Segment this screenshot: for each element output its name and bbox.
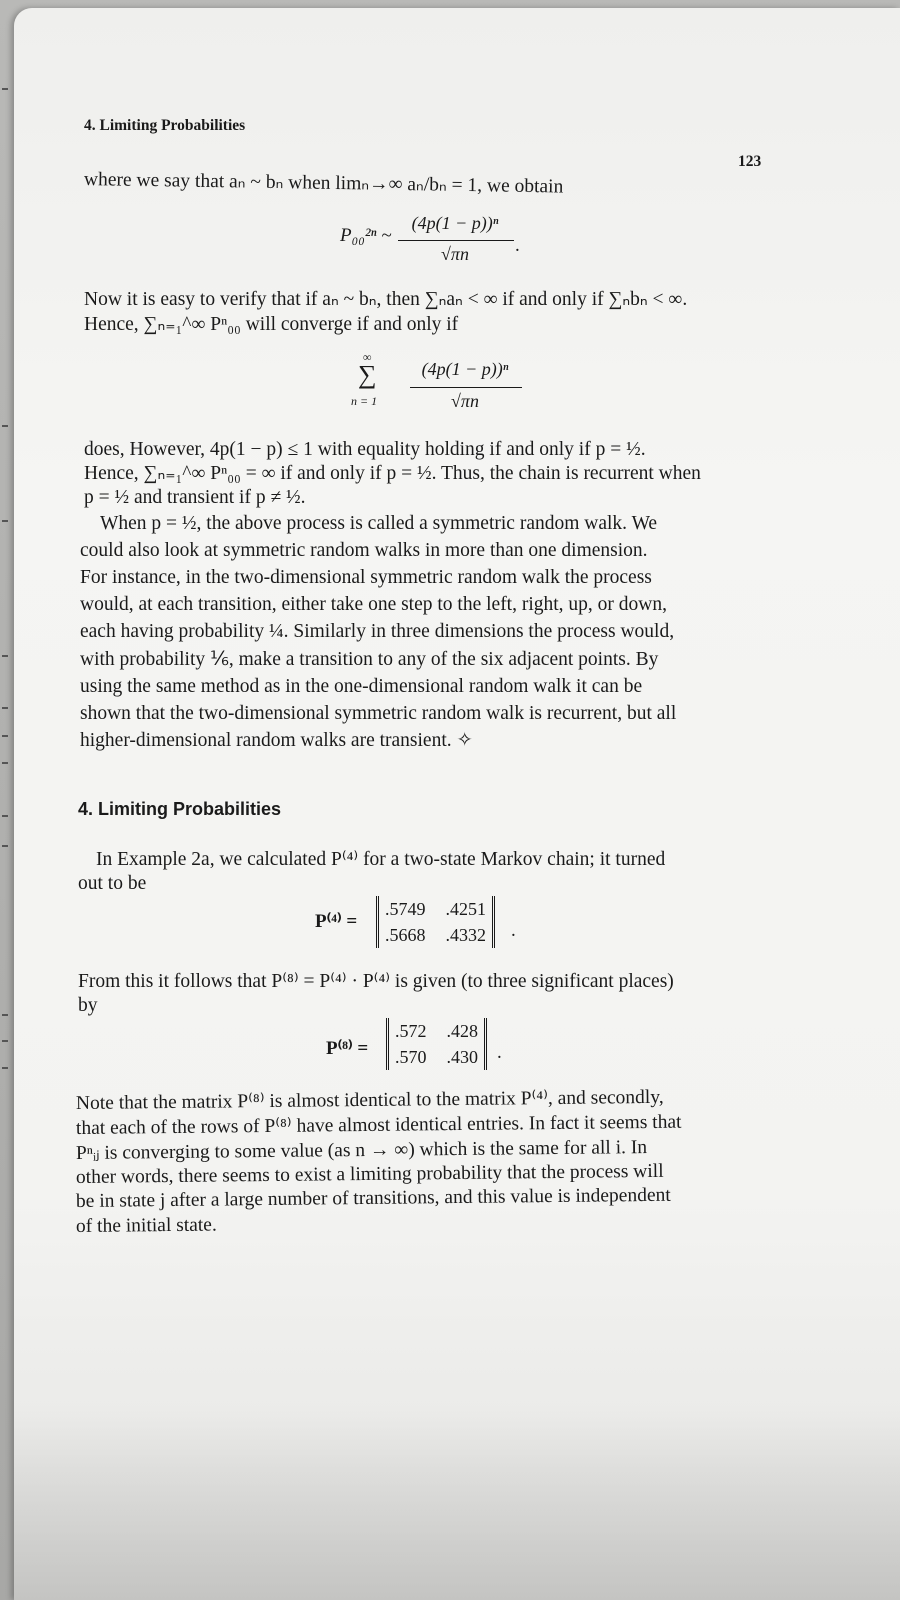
text-line: where we say that aₙ ~ bₙ when limₙ→∞ aₙ/bₙ = 1, we obtain (83, 169, 564, 198)
text-line: In Example 2a, we calculated P⁽⁴⁾ for a two-state Markov chain; it turned (96, 849, 666, 870)
matrix-cell: .4332 (445, 925, 486, 945)
running-head: 4. Limiting Probabilities (84, 117, 246, 134)
text-line: shown that the two-dimensional symmetric random walk is recurrent, but all (80, 703, 677, 724)
text-line: could also look at symmetric random walks in more than one dimension. (80, 540, 648, 561)
matrix-cell: .570 (395, 1047, 427, 1067)
text-line: out to be (78, 873, 147, 894)
text-line: Note that the matrix P⁽⁸⁾ is almost identical to the matrix P⁽⁴⁾, and secondly, (75, 1086, 664, 1114)
equation-denominator: √πn (441, 244, 469, 264)
matrix-cell: .5668 (385, 925, 426, 945)
text-line: Hence, ∑ₙ₌₁^∞ Pⁿ₀₀ = ∞ if and only if p = ½. Thus, the chain is recurrent when (84, 463, 701, 484)
equation-period: . (515, 235, 520, 256)
matrix-cell: .572 (395, 1021, 427, 1041)
matrix-p8 (386, 1018, 487, 1070)
text-line: that each of the rows of P⁽⁸⁾ have almost identical entries. In fact it seems that (75, 1111, 682, 1139)
text-line: When p = ½, the above process is called a symmetric random walk. We (100, 513, 658, 534)
text-line: higher-dimensional random walks are transient. ✧ (80, 730, 473, 751)
matrix-label: P⁽⁴⁾ = (315, 911, 358, 932)
text-line: Now it is easy to verify that if aₙ ~ bₙ, then ∑ₙaₙ < ∞ if and only if ∑ₙbₙ < ∞. (84, 289, 688, 310)
sum-symbol: ∑ (358, 360, 377, 389)
text-line: of the initial state. (75, 1214, 217, 1237)
matrix-period: . (511, 920, 516, 941)
section-title: 4. Limiting Probabilities (78, 799, 282, 819)
text-line: other words, there seems to exist a limiting probability that the process will (75, 1160, 664, 1188)
text-line: From this it follows that P⁽⁸⁾ = P⁽⁴⁾ · P⁽⁴⁾ is given (to three significant places) (78, 971, 674, 992)
page-number: 123 (738, 153, 762, 170)
text-line: Hence, ∑ₙ₌₁^∞ Pⁿ₀₀ will converge if and only if (84, 314, 459, 335)
matrix-label: P⁽⁸⁾ = (326, 1038, 369, 1059)
text-line: each having probability ¼. Similarly in three dimensions the process would, (80, 621, 675, 642)
matrix-cell: .4251 (445, 899, 486, 919)
matrix-p4 (376, 896, 495, 948)
text-line: be in state j after a large number of transitions, and this value is independent (75, 1184, 671, 1212)
fraction-bar (398, 240, 514, 241)
text-line: by (78, 995, 98, 1016)
text-line: would, at each transition, either take one step to the left, right, up, or down, (80, 594, 668, 615)
text-line: For instance, in the two-dimensional symmetric random walk the process (80, 567, 652, 588)
text-line: using the same method as in the one-dimensional random walk it can be (80, 676, 643, 697)
text-line: with probability ⅙, make a transition to any of the six adjacent points. By (80, 649, 659, 670)
equation-numerator: (4p(1 − p))ⁿ (411, 213, 499, 233)
matrix-period: . (497, 1042, 502, 1063)
equation-numerator: (4p(1 − p))ⁿ (421, 359, 509, 379)
sum-upper-limit: ∞ (363, 350, 372, 364)
equation-lhs: P₀₀²ⁿ ~ (340, 225, 392, 246)
sum-lower-limit: n = 1 (351, 394, 378, 408)
matrix-cell: .5749 (385, 899, 426, 919)
text-line: does, However, 4p(1 − p) ≤ 1 with equality holding if and only if p = ½. (84, 439, 646, 460)
text-line: p = ½ and transient if p ≠ ½. (84, 487, 306, 508)
text-line: Pⁿᵢⱼ is converging to some value (as n → ∞) which is the same for all i. In (75, 1137, 648, 1164)
matrix-cell: .430 (446, 1047, 478, 1067)
matrix-cell: .428 (446, 1021, 478, 1041)
equation-denominator: √πn (451, 391, 479, 411)
fraction-bar (410, 387, 522, 388)
